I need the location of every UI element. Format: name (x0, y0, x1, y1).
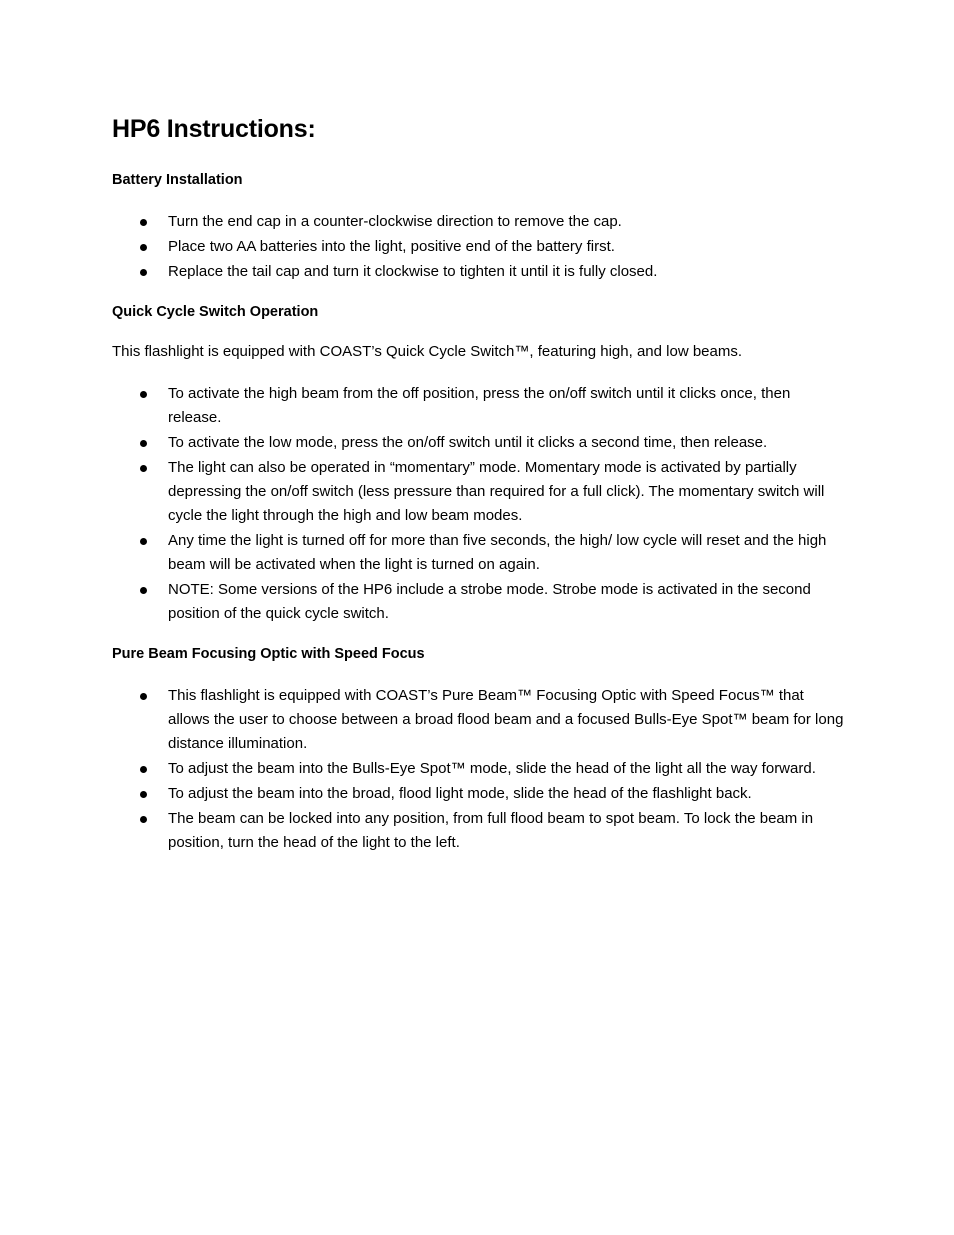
list-item (112, 431, 844, 455)
list-item (112, 807, 844, 855)
section-quick-cycle-switch (112, 302, 844, 626)
bullet-icon (140, 766, 147, 773)
list-item-text: The light can also be operated in “momentary” mode. Momentary mode is activated by partially depressing the on/off switch (less pressure than required for a full click). The momentary switch will cycle the light through the high and low beam modes. (168, 459, 825, 524)
list-item (112, 782, 844, 806)
section-pure-beam-focusing (112, 644, 844, 855)
list-item-text: To adjust the beam into the broad, flood light mode, slide the head of the flashlight back. (168, 785, 752, 802)
bullet-list (112, 382, 844, 626)
bullet-icon (140, 791, 147, 798)
bullet-icon (140, 391, 147, 398)
list-item-text: NOTE: Some versions of the HP6 include a strobe mode. Strobe mode is activated in the second position of the quick cycle switch. (168, 581, 811, 622)
list-item-text: To activate the low mode, press the on/off switch until it clicks a second time, then release. (168, 434, 768, 451)
bullet-list (112, 210, 844, 284)
list-item-text: The beam can be locked into any position, from full flood beam to spot beam. To lock the beam in position, turn the head of the light to the left. (168, 810, 814, 851)
list-item (112, 382, 844, 430)
bullet-icon (140, 538, 147, 545)
list-item (112, 684, 844, 756)
list-item (112, 260, 844, 284)
list-item-text: Place two AA batteries into the light, positive end of the battery first. (168, 238, 615, 255)
section-battery-installation (112, 170, 844, 284)
list-item-text: Replace the tail cap and turn it clockwise to tighten it until it is fully closed. (168, 263, 658, 280)
section-intro: This flashlight is equipped with COAST’s Quick Cycle Switch™, featuring high, and low beams. (112, 343, 743, 360)
section-heading: Battery Installation (112, 172, 243, 188)
bullet-icon (140, 269, 147, 276)
list-item (112, 210, 844, 234)
section-heading: Pure Beam Focusing Optic with Speed Focus (112, 646, 425, 662)
list-item-text: Turn the end cap in a counter-clockwise direction to remove the cap. (168, 213, 622, 230)
bullet-icon (140, 816, 147, 823)
list-item-text: Any time the light is turned off for more than five seconds, the high/ low cycle will reset and the high beam will be activated when the light is turned on again. (168, 532, 827, 573)
list-item-text: This flashlight is equipped with COAST’s Pure Beam™ Focusing Optic with Speed Focus™ that allows the user to choose between a broad flood beam and a focused Bulls-Eye Spot™ beam for long distance illumination. (168, 687, 844, 752)
bullet-icon (140, 440, 147, 447)
section-heading: Quick Cycle Switch Operation (112, 304, 319, 320)
list-item (112, 757, 844, 781)
bullet-icon (140, 465, 147, 472)
list-item-text: To activate the high beam from the off position, press the on/off switch until it clicks once, then release. (168, 385, 791, 426)
bullet-icon (140, 244, 147, 251)
list-item-text: To adjust the beam into the Bulls-Eye Spot™ mode, slide the head of the light all the way forward. (168, 760, 816, 777)
bullet-icon (140, 693, 147, 700)
bullet-list (112, 684, 844, 855)
list-item (112, 456, 844, 528)
document-page (112, 112, 844, 873)
bullet-icon (140, 587, 147, 594)
list-item (112, 529, 844, 577)
list-item (112, 235, 844, 259)
list-item (112, 578, 844, 626)
bullet-icon (140, 219, 147, 226)
document-title: HP6 Instructions: (112, 115, 316, 143)
